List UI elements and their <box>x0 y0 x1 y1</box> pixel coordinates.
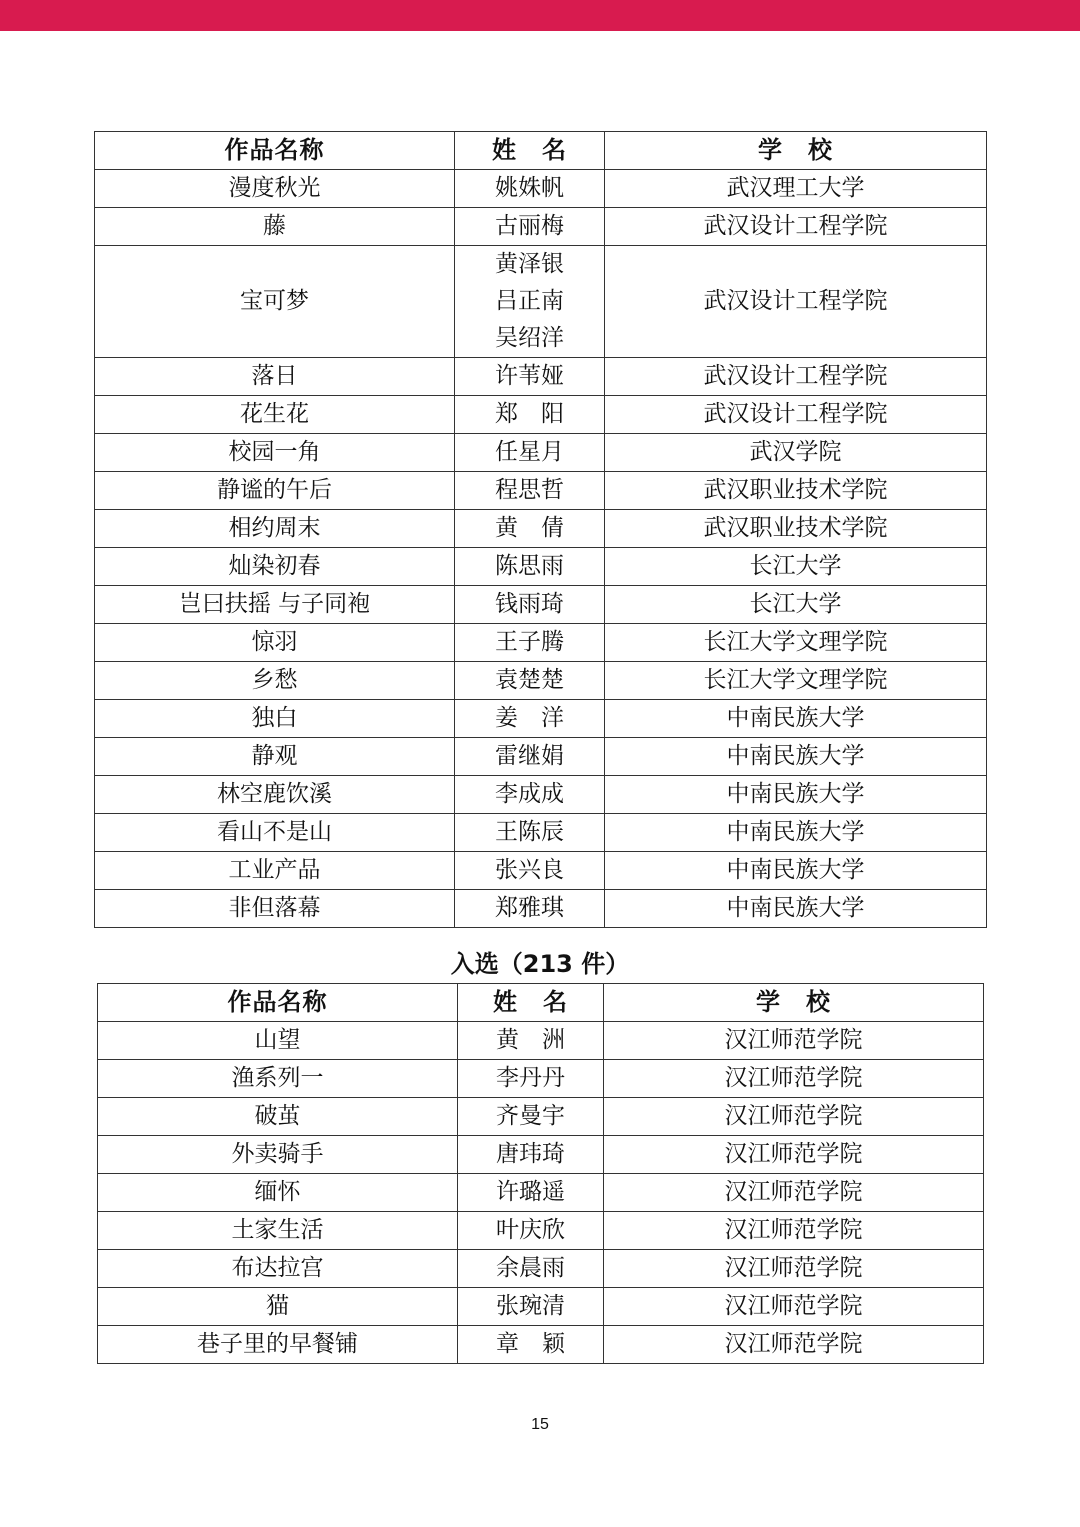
school-cell: 汉江师范学院 <box>604 1174 984 1212</box>
table-row <box>95 170 987 208</box>
student-name: 黄 洲 <box>496 1027 565 1053</box>
student-name-cell <box>458 1098 604 1136</box>
header-school: 学 校 <box>605 132 987 170</box>
school-cell: 汉江师范学院 <box>604 1250 984 1288</box>
student-name-cell <box>458 1326 604 1364</box>
student-name-cell <box>455 472 605 510</box>
work-title-cell: 静谧的午后 <box>95 472 455 510</box>
student-name-cell <box>458 1136 604 1174</box>
work-title-cell: 相约周末 <box>95 510 455 548</box>
table-row <box>95 700 987 738</box>
student-name: 齐曼宇 <box>496 1103 565 1129</box>
table-row <box>98 1250 984 1288</box>
student-name: 任星月 <box>495 439 564 465</box>
award-table-1 <box>94 131 987 928</box>
work-title-cell: 看山不是山 <box>95 814 455 852</box>
work-title-cell: 独白 <box>95 700 455 738</box>
school-cell: 汉江师范学院 <box>604 1326 984 1364</box>
work-title-cell: 灿染初春 <box>95 548 455 586</box>
table-row <box>95 776 987 814</box>
student-name-cell <box>458 1212 604 1250</box>
school-cell: 汉江师范学院 <box>604 1136 984 1174</box>
student-name: 钱雨琦 <box>495 591 564 617</box>
school-cell: 武汉设计工程学院 <box>605 358 987 396</box>
student-name: 吕正南 <box>495 288 564 314</box>
work-title-cell: 静观 <box>95 738 455 776</box>
school-cell: 汉江师范学院 <box>604 1022 984 1060</box>
student-name-cell <box>455 510 605 548</box>
header-name: 姓 名 <box>455 132 605 170</box>
work-title-cell: 落日 <box>95 358 455 396</box>
work-title-cell: 惊羽 <box>95 624 455 662</box>
table-row <box>98 1326 984 1364</box>
student-name: 张琬清 <box>496 1293 565 1319</box>
school-cell: 汉江师范学院 <box>604 1098 984 1136</box>
student-name: 黄 倩 <box>495 515 564 541</box>
school-cell: 武汉理工大学 <box>605 170 987 208</box>
work-title-cell: 林空鹿饮溪 <box>95 776 455 814</box>
student-name-cell <box>455 586 605 624</box>
student-name: 许苇娅 <box>495 363 564 389</box>
student-name: 王陈辰 <box>495 819 564 845</box>
table-row <box>95 814 987 852</box>
student-name: 郑 阳 <box>495 401 564 427</box>
student-name: 许璐遥 <box>496 1179 565 1205</box>
school-cell: 武汉职业技术学院 <box>605 472 987 510</box>
top-color-bar <box>0 0 1080 31</box>
table-row <box>98 1098 984 1136</box>
table-row <box>95 208 987 246</box>
school-cell: 中南民族大学 <box>605 814 987 852</box>
student-name: 袁楚楚 <box>495 667 564 693</box>
work-title-cell: 渔系列一 <box>98 1060 458 1098</box>
school-cell: 中南民族大学 <box>605 890 987 928</box>
student-name-cell <box>455 700 605 738</box>
table-header-row <box>98 984 984 1022</box>
award-table-2 <box>97 983 984 1364</box>
student-name-cell <box>455 548 605 586</box>
work-title-cell: 土家生活 <box>98 1212 458 1250</box>
school-cell: 长江大学 <box>605 548 987 586</box>
student-name-cell <box>455 170 605 208</box>
school-cell: 中南民族大学 <box>605 852 987 890</box>
table-row <box>95 586 987 624</box>
work-title-cell: 乡愁 <box>95 662 455 700</box>
work-title-cell: 花生花 <box>95 396 455 434</box>
student-name-cell <box>458 1250 604 1288</box>
header-work-title: 作品名称 <box>95 132 455 170</box>
student-name: 吴绍洋 <box>495 325 564 351</box>
student-name-cell <box>455 358 605 396</box>
table-row <box>95 434 987 472</box>
work-title-cell: 校园一角 <box>95 434 455 472</box>
student-name-cell <box>455 208 605 246</box>
student-name-cell <box>455 396 605 434</box>
work-title-cell: 岂曰扶摇 与子同袍 <box>95 586 455 624</box>
work-title-cell: 宝可梦 <box>95 246 455 358</box>
table-row <box>98 1136 984 1174</box>
work-title-cell: 漫度秋光 <box>95 170 455 208</box>
table-row <box>95 510 987 548</box>
table-row <box>95 358 987 396</box>
work-title-cell: 破茧 <box>98 1098 458 1136</box>
student-name: 黄泽银 <box>495 251 564 277</box>
student-name-cell <box>455 662 605 700</box>
school-cell: 武汉学院 <box>605 434 987 472</box>
table-row <box>95 548 987 586</box>
work-title-cell: 外卖骑手 <box>98 1136 458 1174</box>
student-name-cell <box>458 1174 604 1212</box>
table-row <box>95 662 987 700</box>
school-cell: 武汉职业技术学院 <box>605 510 987 548</box>
school-cell: 中南民族大学 <box>605 700 987 738</box>
student-name: 余晨雨 <box>496 1255 565 1281</box>
school-cell: 武汉设计工程学院 <box>605 396 987 434</box>
school-cell: 武汉设计工程学院 <box>605 246 987 358</box>
student-name: 王子腾 <box>495 629 564 655</box>
work-title-cell: 山望 <box>98 1022 458 1060</box>
table-row <box>98 1022 984 1060</box>
school-cell: 汉江师范学院 <box>604 1060 984 1098</box>
work-title-cell: 工业产品 <box>95 852 455 890</box>
school-cell: 汉江师范学院 <box>604 1288 984 1326</box>
table-row <box>98 1212 984 1250</box>
table-row <box>95 396 987 434</box>
header-school: 学 校 <box>604 984 984 1022</box>
school-cell: 武汉设计工程学院 <box>605 208 987 246</box>
student-name-cell <box>455 852 605 890</box>
student-name-cell <box>455 814 605 852</box>
student-name: 叶庆欣 <box>496 1217 565 1243</box>
table-row <box>98 1288 984 1326</box>
work-title-cell: 藤 <box>95 208 455 246</box>
school-cell: 长江大学文理学院 <box>605 624 987 662</box>
student-name: 李丹丹 <box>496 1065 565 1091</box>
table-row <box>95 738 987 776</box>
table-row <box>95 624 987 662</box>
student-name: 唐玮琦 <box>496 1141 565 1167</box>
student-name: 李成成 <box>495 781 564 807</box>
table-row <box>95 852 987 890</box>
student-name: 古丽梅 <box>495 213 564 239</box>
school-cell: 中南民族大学 <box>605 776 987 814</box>
table-row <box>95 890 987 928</box>
work-title-cell: 非但落幕 <box>95 890 455 928</box>
student-name-cell <box>455 890 605 928</box>
student-name: 章 颖 <box>496 1331 565 1357</box>
school-cell: 中南民族大学 <box>605 738 987 776</box>
work-title-cell: 缅怀 <box>98 1174 458 1212</box>
school-cell: 长江大学 <box>605 586 987 624</box>
school-cell: 长江大学文理学院 <box>605 662 987 700</box>
header-work-title: 作品名称 <box>98 984 458 1022</box>
table-row <box>98 1174 984 1212</box>
table-row <box>98 1060 984 1098</box>
work-title-cell: 布达拉宫 <box>98 1250 458 1288</box>
student-name-cell <box>455 434 605 472</box>
student-name-cell <box>458 1022 604 1060</box>
student-name: 程思哲 <box>495 477 564 503</box>
header-name: 姓 名 <box>458 984 604 1022</box>
student-name-cell <box>455 776 605 814</box>
student-name: 陈思雨 <box>495 553 564 579</box>
student-name-cell <box>458 1288 604 1326</box>
work-title-cell: 猫 <box>98 1288 458 1326</box>
school-cell: 汉江师范学院 <box>604 1212 984 1250</box>
section-title: 入选（213 件） <box>450 950 630 978</box>
page-number: 15 <box>531 1416 549 1433</box>
student-name: 张兴良 <box>495 857 564 883</box>
student-name: 姚姝帆 <box>495 175 564 201</box>
student-name-cell <box>455 246 605 358</box>
table-row <box>95 246 987 358</box>
student-name-cell <box>455 624 605 662</box>
work-title-cell: 巷子里的早餐铺 <box>98 1326 458 1364</box>
student-name-cell <box>455 738 605 776</box>
student-name: 姜 洋 <box>495 705 564 731</box>
table-header-row <box>95 132 987 170</box>
student-name-cell <box>458 1060 604 1098</box>
student-name: 雷继娟 <box>495 743 564 769</box>
table-row <box>95 472 987 510</box>
student-name: 郑雅琪 <box>495 895 564 921</box>
